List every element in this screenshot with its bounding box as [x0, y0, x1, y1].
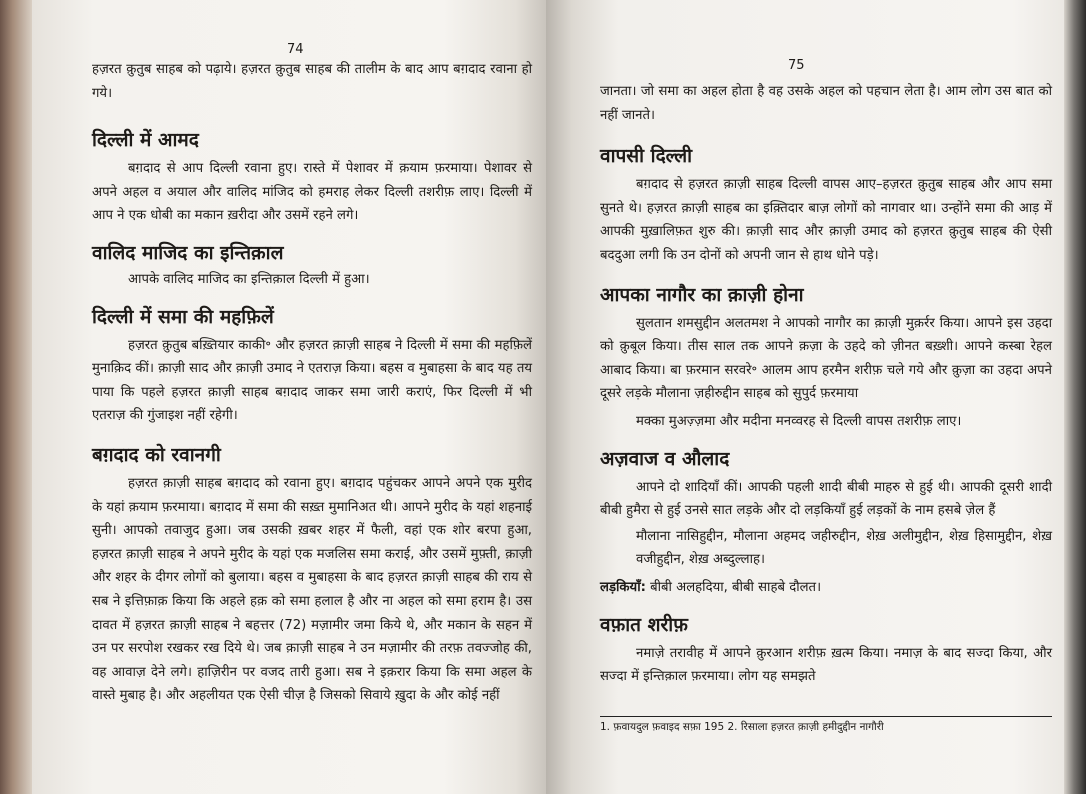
paragraph: आपने दो शादियाँ कीं। आपकी पहली शादी बीबी माहरु से हुई थी। आपकी दूसरी शादी बीबी हुमैरा से हुई उनसे सात लड़के और दो लड़कियाँ हुई लड़कों के नाम हसबे ज़ेल हैं — [600, 479, 1052, 519]
paragraph: मक्का मुअज़्ज़मा और मदीना मनव्वरह से दिल्ली वापस तशरीफ़ लाए। — [636, 413, 962, 429]
left-page — [32, 0, 546, 794]
section-heading: दिल्ली में समा की महफ़िलें — [92, 305, 274, 328]
daughters-label: लड़कियाँ: — [600, 579, 646, 595]
paragraph: बग़दाद से हज़रत क़ाज़ी साहब दिल्ली वापस आए–हज़रत क़ुतुब साहब और आप समा सुनते थे। हज़रत क़ाज़ी साहब का इक़्तिदार बाज़ लोगों को नागवार था। उन्होंने समा की आड़ में आपकी मुख़ालिफ़त शुरु की। क़ाज़ी साद और क़ाज़ी उमाद को हज़रत क़ुतुब साहब की ऐसी बददुआ लगी कि उन दोनों को अपनी जान से हाथ धोने पड़े। — [600, 177, 1052, 263]
left-book-edge — [0, 0, 32, 794]
paragraph: हज़रत क़ुतुब साहब को पढ़ाये। हज़रत क़ुतुब साहब की तालीम के बाद आप बग़दाद रवाना हो गये। — [92, 62, 532, 101]
daughters-line — [600, 576, 1052, 600]
footnotes: 1. फ़वायदुल फ़वाइद सफ़ा 195 2. रिसाला हज़रत क़ाज़ी हमीदुद्दीन नागौरी — [600, 716, 1052, 734]
section-heading: बग़दाद को रवानगी — [92, 443, 221, 466]
paragraph: आपके वालिद माजिद का इन्तिक़ाल दिल्ली में हुआ। — [128, 271, 370, 287]
section-heading: दिल्ली में आमद — [92, 129, 199, 152]
sons-list: मौलाना नासिहुद्दीन, मौलाना अहमद जहीरुद्दीन, शेख़ अलीमुद्दीन, शेख़ हिसामुद्दीन, शेख़ वजीहुद्दीन, शेख़ अब्दुल्लाह। — [636, 528, 1052, 568]
section-heading: वालिद माजिद का इन्तिक़ाल — [92, 241, 284, 264]
paragraph: हज़रत क़ाज़ी साहब बग़दाद को रवाना हुए। बग़दाद पहुंचकर आपने अपने एक मुरीद के यहां क़याम फ़रमाया। बग़दाद में समा की सख़्त मुमानिअत थी। आपने मुरीद के यहां शहनाई सुनी। आपको तवाजुद हुआ। जब उसकी ख़बर शहर में फैली, वहां एक शोर बरपा हुआ, हज़रत क़ाज़ी साहब ने अपने मुरीद के यहां एक मजलिस समा कराई, और उसमें मुफ़्ती, क़ाज़ी और शहर के दीगर लोगों को बुलाया। बहस व मुबाहसा के बाद हज़रत क़ाज़ी साहब की राय से सब ने इत्तिफ़ाक़ किया कि अहले हक़ को समा हलाल है और ना अहल को समा हराम है। उस दावत में हज़रत क़ाज़ी साहब ने बहत्तर (72) मज़ामीर जमा किये थे, और मकान के सहन में उन पर सरपोश रखकर रख दिये थे। जब क़ाज़ी साहब ने उन मज़ामीर की तरफ़ तवज्जोह की, वह आवाज़ देने लगे। हाज़िरीन पर वजद तारी हुआ। सब ने इक़रार किया कि समा अहल के वास्ते मुबाह है। और अहलीयत एक ऐसी चीज़ है जिसको सिवाये ख़ुदा के और कोई नहीं — [92, 475, 532, 704]
section-heading: अज़वाज व औलाद — [600, 447, 730, 470]
right-book-edge — [1064, 0, 1086, 794]
paragraph: हज़रत क़ुतुब बख़्तियार काकी‍॰ और हज़रत क़ाज़ी साहब ने दिल्ली में समा की महफ़िलें मुनाक़िद कीं। क़ाज़ी साद और क़ाज़ी उमाद ने एतराज़ किया। बहस व मुबाहसा के बाद यह तय पाया कि पहले हज़रत क़ाज़ी साहब बग़दाद जाकर समा जारी कराएं, फिर दिल्ली में भी एतराज़ की गुंजाइश नहीं रहेगी। — [92, 337, 532, 424]
paragraph: जानता। जो समा का अहल होता है वह उसके अहल को पहचान लेता है। आम लोग उस बात को नहीं जानते। — [600, 84, 1052, 123]
right-page-content — [600, 80, 1052, 689]
section-heading: वापसी दिल्ली — [600, 145, 693, 168]
section-heading: वफ़ात शरीफ़ — [600, 613, 688, 636]
page-number: 75 — [788, 58, 805, 73]
daughters-names: बीबी अलहदिया, बीबी साहबे दौलत। — [645, 579, 822, 595]
page-number: 74 — [287, 42, 304, 57]
paragraph: बग़दाद से आप दिल्ली रवाना हुए। रास्ते में पेशावर में क़याम फ़रमाया। पेशावर से अपने अहल व अयाल और वालिद मांजिद को हमराह लेकर दिल्ली तशरीफ़ लाए। दिल्ली में आप ने एक धोबी का मकान ख़रीदा और उसमें रहने लगे। — [92, 161, 532, 224]
left-page-content — [92, 58, 532, 708]
paragraph: नमाज़े तरावीह में आपने क़ुरआन शरीफ़ ख़त्म किया। नमाज़ के बाद सज्दा किया, और सज्दा में इन्तिक़ाल फ़रमाया। लोग यह समझते — [600, 645, 1052, 685]
paragraph: सुलतान शमसुद्दीन अलतमश ने आपको नागौर का क़ाज़ी मुक़र्रर किया। आपने इस उहदा को क़ुबूल किया। तीस साल तक आपने क़ज़ा के उहदे को ज़ीनत बख़्शी। आपने कस्बा रेहल आबाद किया। बा फ़रमान सरवरे॰ आलम आप हरमैन शरीफ़ चले गये और क़ुज़ा का उहदा अपने दूसरे लड़के मौलाना ज़हीरुद्दीन साहब को सुपुर्द फ़रमाया — [600, 315, 1052, 402]
section-heading: आपका नागौर का क़ाज़ी होना — [600, 283, 804, 306]
right-page — [546, 0, 1064, 794]
